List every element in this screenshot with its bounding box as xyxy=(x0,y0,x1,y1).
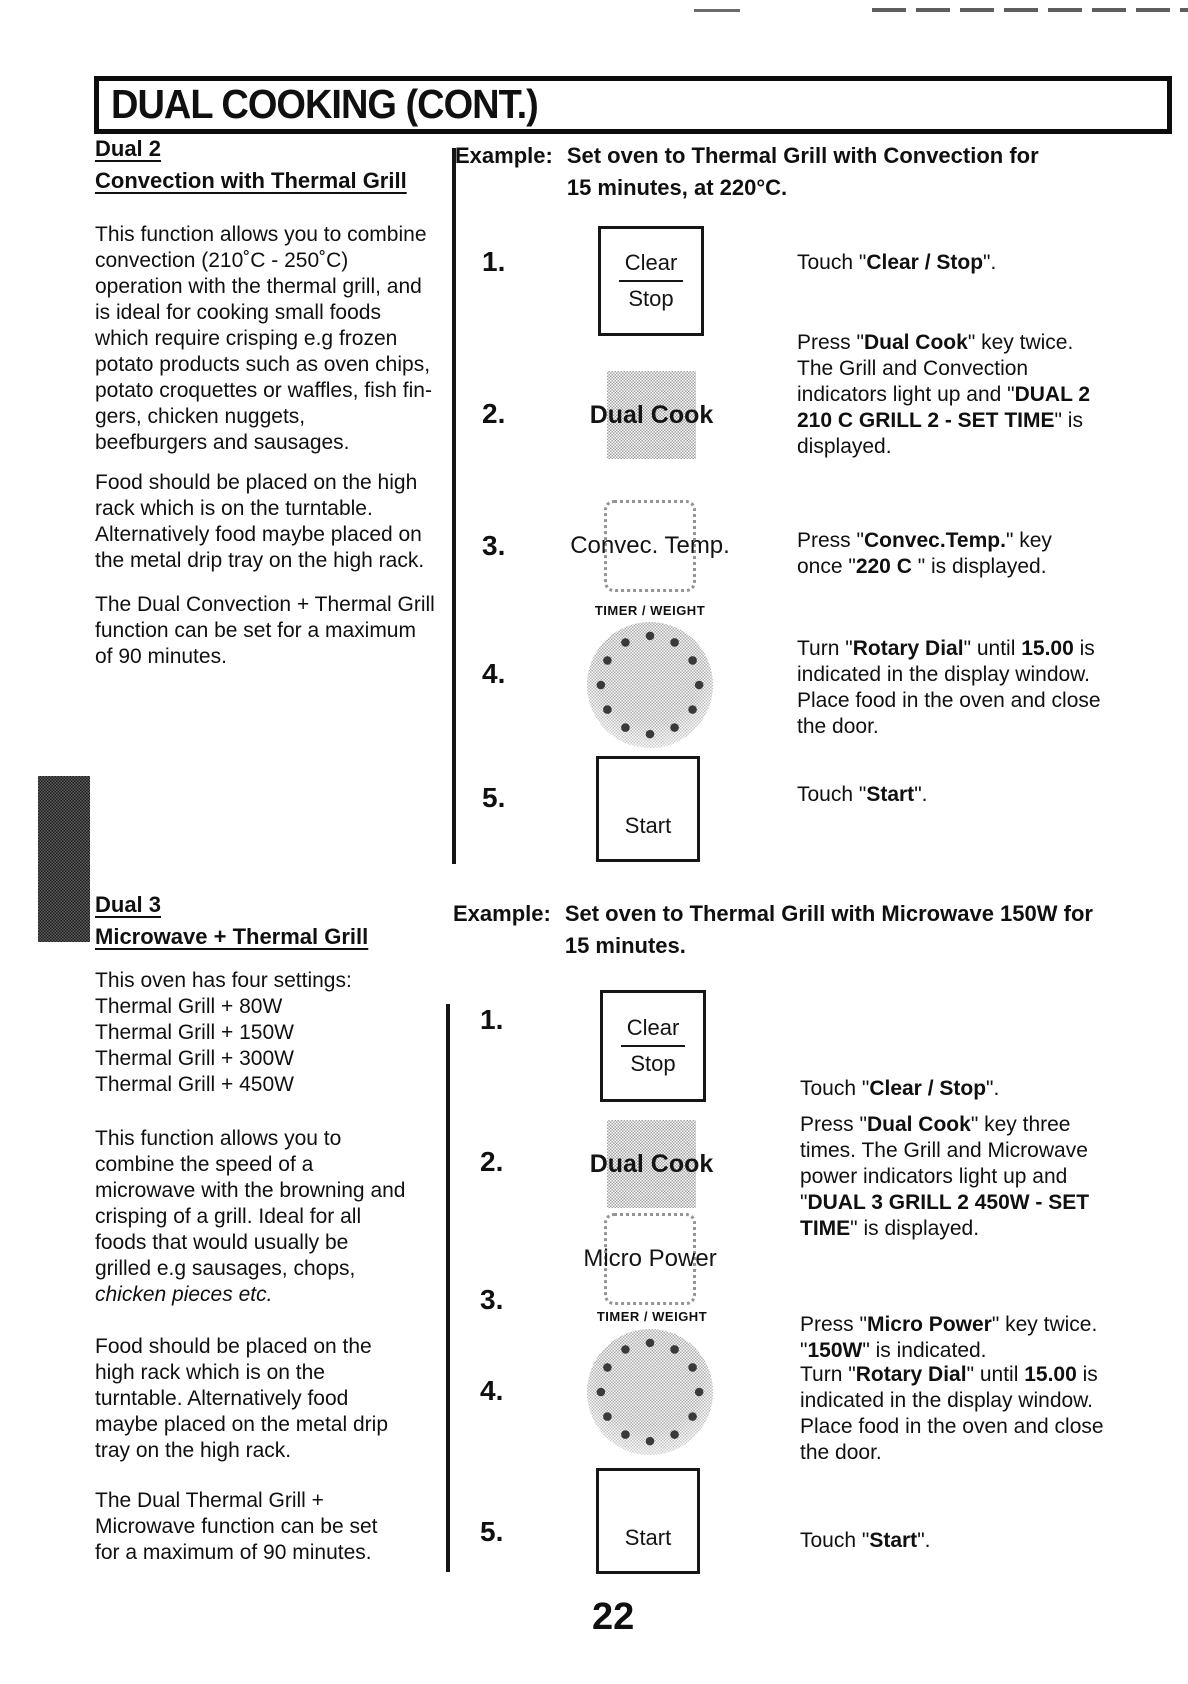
scan-artifact-line xyxy=(694,9,740,12)
section1-instruction-5: Touch "Start". xyxy=(797,783,928,806)
step-number: 1. xyxy=(480,1004,504,1035)
step-number: 2. xyxy=(480,1146,504,1177)
example-text: Set oven to Thermal Grill with Microwave 150W for 15 minutes. xyxy=(564,901,1093,958)
section2-instruction-5: Touch "Start". xyxy=(800,1529,931,1552)
section2-heading-dual3: Dual 3 xyxy=(95,892,162,917)
step-number: 3. xyxy=(480,1284,504,1315)
scan-artifact-bar xyxy=(38,776,90,942)
clear-key-label: Clear xyxy=(626,1015,680,1040)
section2-instruction-4: Turn "Rotary Dial" until 15.00 is indicated in the display window. Place food in the oven and close the door. xyxy=(800,1363,1104,1464)
section1-instruction-3: Press "Convec.Temp." key once "220 C " is displayed. xyxy=(797,529,1052,578)
stop-key-label: Stop xyxy=(628,286,674,311)
section1-heading-dual2: Dual 2 xyxy=(95,136,162,161)
page-title: DUAL COOKING (CONT.) xyxy=(111,81,538,128)
dual-cook-key-label: Dual Cook xyxy=(589,1149,714,1178)
step-number: 4. xyxy=(482,658,506,689)
step-number: 3. xyxy=(482,530,506,561)
section1-instruction-2: Press "Dual Cook" key twice. The Grill and Convection indicators light up and "DUAL 2 210 C GRILL 2 - SET TIME" is displayed. xyxy=(797,331,1091,458)
section1-paragraph-2: Food should be placed on the high rack which is on the turntable. Alternatively food maybe placed on the metal drip tray on the high rack. xyxy=(95,471,425,572)
page-number: 22 xyxy=(592,1596,635,1638)
convec-temp-key-label: Convec. Temp. xyxy=(570,532,730,559)
step-number: 1. xyxy=(482,246,506,277)
example-label: Example: xyxy=(455,143,553,168)
micro-power-key-label: Micro Power xyxy=(583,1245,717,1272)
section2-paragraph-1: This oven has four settings: Thermal Grill + 80W Thermal Grill + 150W Thermal Grill + 300W Thermal Grill + 450W xyxy=(95,969,352,1096)
column-divider xyxy=(446,1004,450,1572)
column-divider xyxy=(452,148,456,864)
example-text: Set oven to Thermal Grill with Convection for 15 minutes, at 220°C. xyxy=(566,143,1039,200)
clear-stop-divider xyxy=(619,280,683,282)
title-box xyxy=(94,76,1172,134)
section1-instruction-1: Touch "Clear / Stop". xyxy=(797,251,997,274)
step-number: 4. xyxy=(480,1375,504,1406)
clear-stop-key xyxy=(600,990,706,1102)
section2-heading-microwave: Microwave + Thermal Grill xyxy=(95,924,369,949)
section2-instruction-3: Press "Micro Power" key twice. "150W" is indicated. xyxy=(800,1313,1098,1362)
start-key-label: Start xyxy=(624,813,672,838)
dial-dots-icon xyxy=(587,622,713,748)
clear-key-label: Clear xyxy=(624,250,678,275)
clear-stop-divider xyxy=(621,1045,685,1047)
dual-cook-key xyxy=(589,1120,714,1208)
section1-instruction-4: Turn "Rotary Dial" until 15.00 is indicated in the display window. Place food in the oven and close the door. xyxy=(797,637,1101,738)
section2-paragraph-4: The Dual Thermal Grill + Microwave function can be set for a maximum of 90 minutes. xyxy=(95,1489,378,1564)
convec-temp-key xyxy=(570,500,730,592)
micro-power-key xyxy=(583,1213,717,1305)
section2-paragraph-3: Food should be placed on the high rack which is on the turntable. Alternatively food maybe placed on the metal drip tray on the high rack. xyxy=(95,1335,389,1462)
step-number: 5. xyxy=(482,782,506,813)
rotary-dial xyxy=(587,1329,713,1455)
stop-key-label: Stop xyxy=(630,1051,676,1076)
timer-weight-label: TIMER / WEIGHT xyxy=(596,1309,708,1324)
example-label: Example: xyxy=(453,901,551,926)
dial-dots-icon xyxy=(587,1329,713,1455)
scan-artifact-line xyxy=(872,8,1188,12)
section1-paragraph-3: The Dual Convection + Thermal Grill function can be set for a maximum of 90 minutes. xyxy=(95,593,435,668)
step-number: 2. xyxy=(482,398,506,429)
start-key-label: Start xyxy=(624,1525,672,1550)
timer-weight-label: TIMER / WEIGHT xyxy=(594,603,706,618)
start-key xyxy=(596,1468,700,1574)
section2-instruction-1: Touch "Clear / Stop". xyxy=(800,1077,1000,1100)
rotary-dial xyxy=(587,622,713,748)
section2-instruction-2: Press "Dual Cook" key three times. The Grill and Microwave power indicators light up and "DUAL 3 GRILL 2 450W - SET TIME" is displayed. xyxy=(800,1113,1090,1240)
section2-paragraph-2: This function allows you to combine the speed of a microwave with the browning and crisping of a grill. Ideal for all foods that would usually be grilled e.g sausages, chops, chicken pieces etc. xyxy=(95,1127,406,1306)
dual-cook-key xyxy=(589,371,714,459)
section1-paragraph-1: This function allows you to combine convection (210˚C - 250˚C) operation with the thermal grill, and is ideal for cooking small foods which require crisping e.g frozen potato products such as oven chips, potato croquettes or waffles, fish fin- gers, chicken nuggets, beefburgers and sausages. xyxy=(95,223,432,454)
step-number: 5. xyxy=(480,1516,504,1547)
section1-heading-convection: Convection with Thermal Grill xyxy=(95,168,407,193)
section2-example xyxy=(453,898,1093,962)
start-key xyxy=(596,756,700,862)
dual-cook-key-label: Dual Cook xyxy=(589,400,714,429)
clear-stop-key xyxy=(598,226,704,336)
section1-example xyxy=(455,140,1039,204)
